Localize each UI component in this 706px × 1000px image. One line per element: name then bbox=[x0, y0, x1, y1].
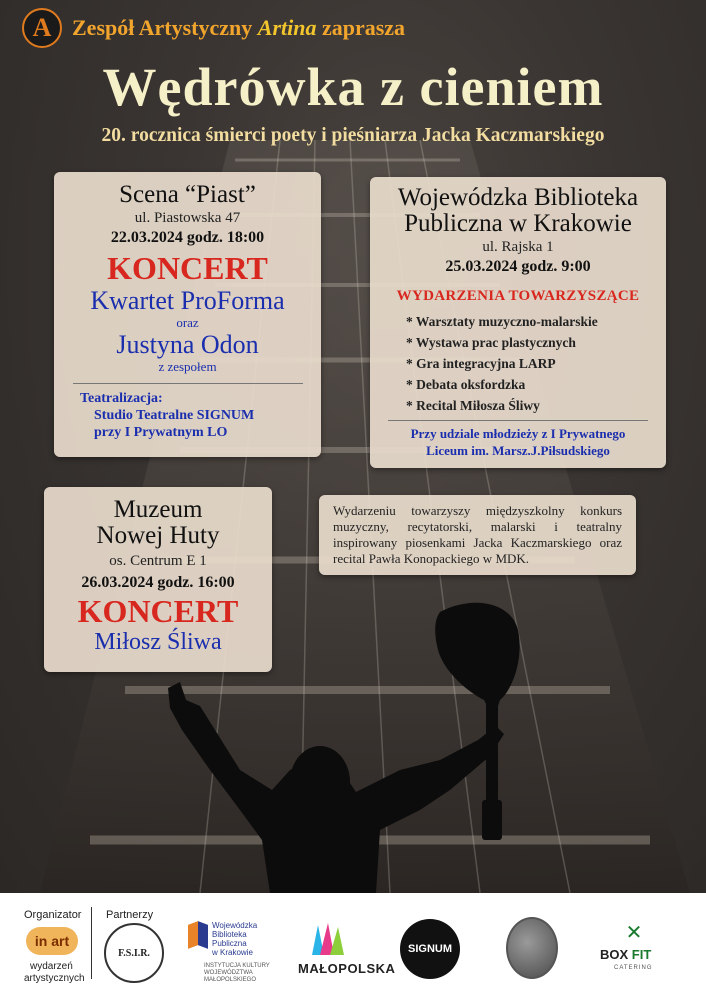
list-item: * Recital Miłosza Śliwy bbox=[406, 398, 540, 413]
youth-block bbox=[370, 425, 666, 459]
card-biblioteka bbox=[370, 177, 666, 468]
koncert-label: KONCERT bbox=[107, 250, 268, 286]
teatr-label: Teatralizacja: bbox=[80, 391, 163, 406]
artina-logo: A bbox=[22, 8, 62, 48]
teatralizacja-block bbox=[80, 390, 321, 441]
library-logo-line-1: Wojewódzka bbox=[212, 921, 258, 930]
event-date: 26.03.2024 godz. 16:00 bbox=[81, 574, 235, 591]
organizer-line bbox=[72, 15, 405, 41]
boxfit-logo bbox=[600, 947, 651, 962]
divider bbox=[73, 383, 303, 384]
teatr-line-1: Studio Teatralne SIGNUM bbox=[94, 408, 255, 423]
list-item: * Gra integracyjna LARP bbox=[406, 356, 556, 371]
cutlery-icon: ✕ bbox=[625, 920, 643, 944]
card-muzeum bbox=[44, 487, 272, 672]
org-suffix: zaprasza bbox=[321, 15, 406, 40]
divider bbox=[388, 420, 648, 421]
with-band-text: z zespołem bbox=[158, 359, 217, 374]
library-logo-line-2: Biblioteka bbox=[212, 930, 247, 939]
library-logo-line-3: Publiczna bbox=[212, 939, 247, 948]
malopolska-label: MAŁOPOLSKA bbox=[298, 961, 396, 976]
org-brand: Artina bbox=[257, 15, 317, 40]
note-text: Wydarzeniu towarzyszy międzyszkolny konkurs muzyczny, recytatorski, malarski i teatralny inspirowany piosenkami Jacka Kaczmarskiego oraz recital Pawła Konopackiego w MDK. bbox=[333, 503, 622, 566]
venue-name: Scena “Piast” bbox=[119, 181, 256, 208]
library-sub-line-2: WOJEWÓDZTWA bbox=[204, 970, 253, 976]
oraz-text: oraz bbox=[176, 315, 199, 330]
event-date: 25.03.2024 godz. 9:00 bbox=[445, 258, 591, 275]
inart-caption-2: artystycznych bbox=[24, 973, 85, 984]
events-list bbox=[406, 311, 666, 416]
library-logo-text bbox=[212, 921, 257, 957]
venue-address: ul. Piastowska 47 bbox=[134, 210, 241, 226]
venue-name-line-1: Wojewódzka Biblioteka bbox=[397, 184, 639, 211]
koncert-label: KONCERT bbox=[77, 593, 239, 629]
organizer-label: Organizator bbox=[24, 909, 82, 921]
event-date: 22.03.2024 godz. 18:00 bbox=[110, 229, 265, 246]
performer: Miłosz Śliwa bbox=[94, 629, 222, 655]
youth-line-2: Liceum im. Marsz.J.Piłsudskiego bbox=[426, 443, 610, 458]
library-logo-line-4: w Krakowie bbox=[212, 948, 253, 957]
library-sub-text bbox=[204, 963, 270, 984]
list-item: * Wystawa prac plastycznych bbox=[406, 335, 576, 350]
library-sub-line-1: INSTYTUCJA KULTURY bbox=[204, 963, 270, 969]
list-item: * Debata oksfordzka bbox=[406, 377, 526, 392]
poster-title: Wędrówka z cieniem bbox=[102, 57, 604, 117]
boxfit-sub: CATERING bbox=[614, 965, 653, 971]
teatr-line-2: przy I Prywatnym LO bbox=[94, 425, 228, 440]
performer-2: Justyna Odon bbox=[116, 330, 259, 359]
library-sub-line-3: MAŁOPOLSKIEGO bbox=[204, 977, 257, 983]
boxfit-fit: FIT bbox=[631, 947, 652, 962]
events-title: WYDARZENIA TOWARZYSZĄCE bbox=[396, 288, 640, 304]
note-box bbox=[319, 495, 636, 575]
footer bbox=[0, 893, 706, 1000]
org-prefix: Zespół Artystyczny bbox=[72, 15, 253, 40]
boxfit-box: BOX bbox=[600, 947, 629, 962]
venue-address: ul. Rajska 1 bbox=[482, 239, 554, 255]
venue-name-line-2: Nowej Huty bbox=[96, 522, 220, 549]
venue-name-line-1: Muzeum bbox=[113, 496, 203, 523]
youth-line-1: Przy udziale młodzieży z I Prywatnego bbox=[410, 426, 626, 441]
footer-divider bbox=[91, 907, 92, 979]
signum-logo: SIGNUM bbox=[400, 919, 460, 979]
venue-name-line-2: Publiczna w Krakowie bbox=[404, 210, 632, 237]
performer-1: Kwartet ProForma bbox=[90, 286, 285, 315]
inart-caption-1: wydarzeń bbox=[30, 961, 73, 972]
fsir-badge-icon: F.S.I.R. bbox=[104, 923, 164, 983]
medal-portrait-icon bbox=[506, 917, 558, 979]
venue-address: os. Centrum E 1 bbox=[109, 553, 207, 569]
malopolska-logo-icon bbox=[310, 921, 348, 957]
card-scena-piast bbox=[54, 172, 321, 457]
header-row bbox=[22, 8, 405, 48]
list-item: * Warsztaty muzyczno-malarskie bbox=[406, 314, 598, 329]
inart-logo: in art bbox=[26, 927, 78, 955]
library-logo-icon bbox=[188, 923, 208, 947]
poster-subtitle: 20. rocznica śmierci poety i pieśniarza Jacka Kaczmarskiego bbox=[101, 125, 605, 146]
partners-label: Partnerzy bbox=[106, 909, 154, 921]
